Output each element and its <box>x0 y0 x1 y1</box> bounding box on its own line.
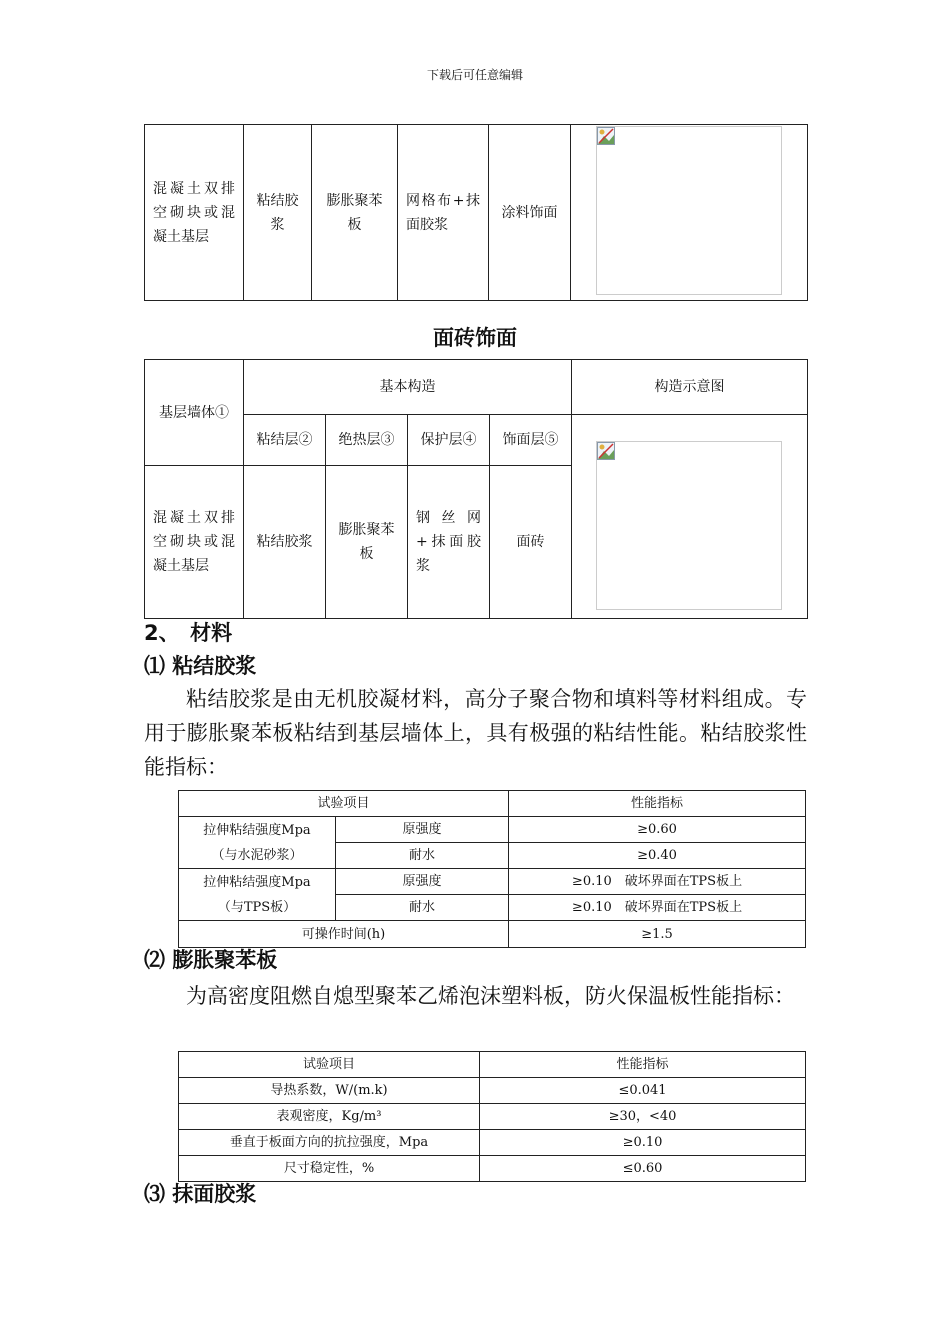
cell-value: ≥0.40 <box>509 843 806 869</box>
broken-image-icon <box>597 127 615 145</box>
cell-value: ≥0.10 <box>480 1130 806 1156</box>
diagram-image-placeholder-2 <box>596 441 782 610</box>
group-label-tps: 拉伸粘结强度Mpa（与TPS板） <box>179 869 336 921</box>
materials-heading: 2、 材料 <box>144 621 233 645</box>
cell-insulation: 膨胀聚苯板 <box>312 125 398 301</box>
subsection-heading-adhesive: ⑴ 粘结胶浆 <box>144 654 257 678</box>
cell-protection-2: 钢丝网+抹面胶浆 <box>408 466 490 619</box>
cell-original-strength: 原强度 <box>336 817 509 843</box>
cell-adhesive: 粘结胶浆 <box>244 125 312 301</box>
paragraph-adhesive: 粘结胶浆是由无机胶凝材料，高分子聚合物和填料等材料组成。专用于膨胀聚苯板粘结到基层墙体上，具有极强的粘结性能。粘结胶浆性能指标： <box>144 687 807 779</box>
cell-water-resist: 耐水 <box>336 843 509 869</box>
eps-performance-table <box>178 1051 806 1182</box>
cell-operable-time: 可操作时间(h) <box>179 921 509 948</box>
cell-value: ≤0.60 <box>480 1156 806 1182</box>
sub-header-bond: 粘结层② <box>244 415 326 466</box>
th-performance: 性能指标 <box>509 791 806 817</box>
cell-original-strength: 原强度 <box>336 869 509 895</box>
header-diagram: 构造示意图 <box>572 360 808 415</box>
cell-density: 表观密度，Kg/m³ <box>179 1104 480 1130</box>
cell-value: ≤0.041 <box>480 1078 806 1104</box>
th-performance: 性能指标 <box>480 1052 806 1078</box>
cell-value: ≥1.5 <box>509 921 806 948</box>
cell-value: ≥30，<40 <box>480 1104 806 1130</box>
header-base-wall: 基层墙体① <box>145 360 244 466</box>
sub-header-finish: 饰面层⑤ <box>490 415 572 466</box>
cell-finish: 涂料饰面 <box>489 125 571 301</box>
subsection-heading-eps: ⑵ 膨胀聚苯板 <box>144 948 278 972</box>
cell-finish-2: 面砖 <box>490 466 572 619</box>
th-test-item: 试验项目 <box>179 1052 480 1078</box>
cell-value: ≥0.10 破坏界面在TPS板上 <box>509 869 806 895</box>
cell-value: ≥0.10 破坏界面在TPS板上 <box>509 895 806 921</box>
diagram-image-placeholder <box>596 126 782 295</box>
group-label-cement: 拉伸粘结强度Mpa（与水泥砂浆） <box>179 817 336 869</box>
cell-dimensional-stability: 尺寸稳定性，% <box>179 1156 480 1182</box>
subsection-heading-plaster: ⑶ 抹面胶浆 <box>144 1182 257 1206</box>
broken-image-icon <box>597 442 615 460</box>
cell-base-wall-2: 混凝土双排空砌块或混凝土基层 <box>145 466 244 619</box>
cell-protection: 网格布+抹面胶浆 <box>398 125 489 301</box>
cell-base-wall: 混凝土双排空砌块或混凝土基层 <box>145 125 244 301</box>
cell-water-resist: 耐水 <box>336 895 509 921</box>
cell-tensile-strength: 垂直于板面方向的抗拉强度，Mpa <box>179 1130 480 1156</box>
cell-value: ≥0.60 <box>509 817 806 843</box>
page-header: 下载后可任意编辑 <box>426 68 523 82</box>
sub-header-insulation: 绝热层③ <box>326 415 408 466</box>
cell-thermal-conductivity: 导热系数，W/(m.k) <box>179 1078 480 1104</box>
section-title-tile: 面砖饰面 <box>433 326 517 350</box>
cell-adhesive-2: 粘结胶浆 <box>244 466 326 619</box>
sub-header-protection: 保护层④ <box>408 415 490 466</box>
header-basic-construction: 基本构造 <box>244 360 572 415</box>
th-test-item: 试验项目 <box>179 791 509 817</box>
adhesive-performance-table <box>178 790 806 948</box>
cell-insulation-2: 膨胀聚苯板 <box>326 466 408 619</box>
paragraph-eps: 为高密度阻燃自熄型聚苯乙烯泡沫塑料板，防火保温板性能指标： <box>186 984 795 1008</box>
